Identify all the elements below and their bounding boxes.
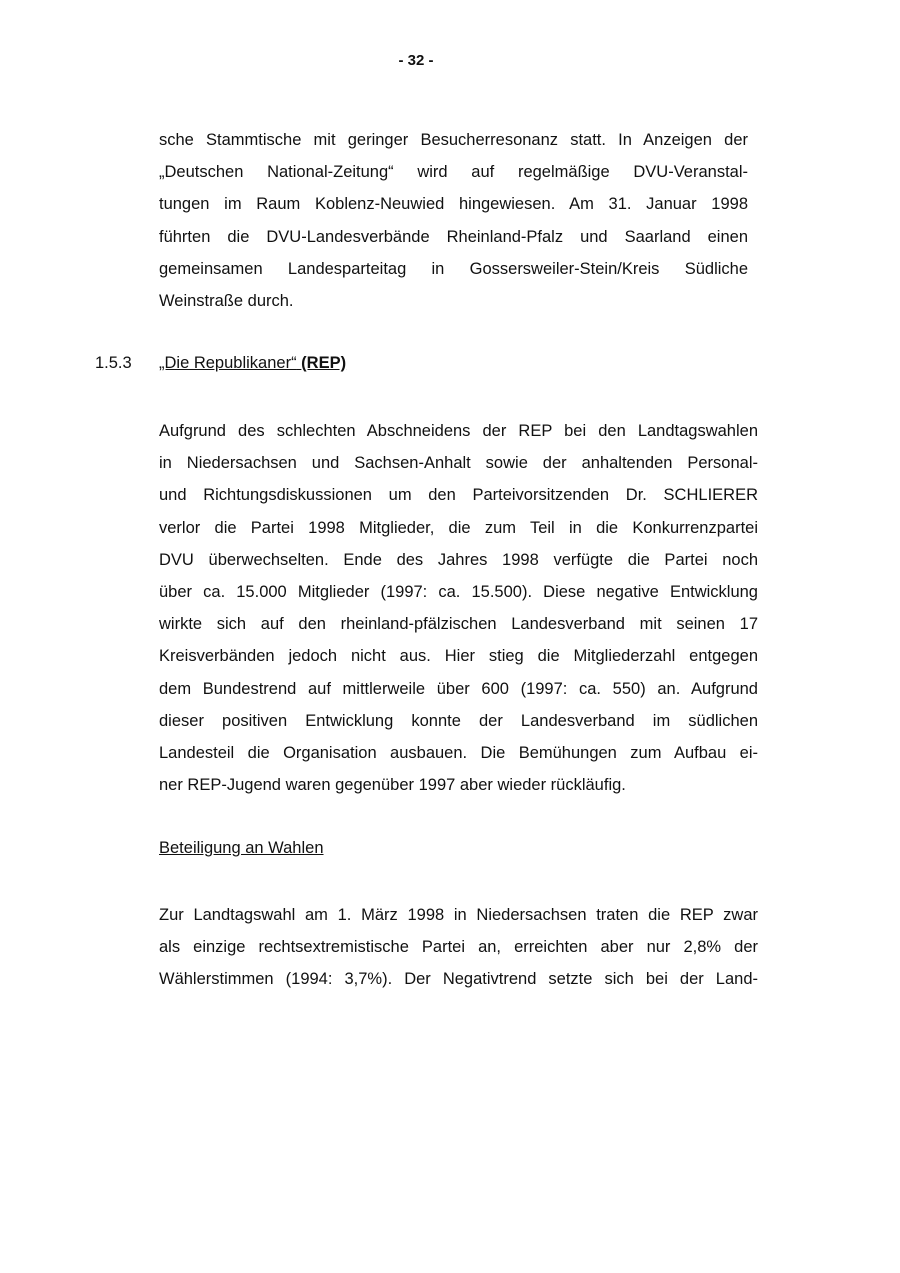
text-line: dem Bundestrend auf mittlerweile über 600 (1997: ca. 550) an. Aufgrund — [159, 679, 758, 698]
text-line: Landesteil die Organisation ausbauen. Die Bemühungen zum Aufbau ei- — [159, 744, 758, 763]
text-line: als einzige rechtsextremistische Partei an, erreichten aber nur 2,8% der — [159, 938, 758, 957]
paragraph-elections — [159, 899, 758, 996]
text-line: Wählerstimmen (1994: 3,7%). Der Negativtrend setzte sich bei der Land- — [159, 970, 758, 989]
text-line: und Richtungsdiskussionen um den Parteivorsitzenden Dr. SCHLIERER — [159, 486, 758, 505]
text-line: tungen im Raum Koblenz-Neuwied hingewiesen. Am 31. Januar 1998 — [159, 195, 748, 214]
text-line: ner REP-Jugend waren gegenüber 1997 aber wieder rückläufig. — [159, 776, 626, 795]
text-line: gemeinsamen Landesparteitag in Gossersweiler-Stein/Kreis Südliche — [159, 259, 748, 278]
text-line: dieser positiven Entwicklung konnte der Landesverband im südlichen — [159, 711, 758, 730]
text-line: Zur Landtagswahl am 1. März 1998 in Niedersachsen traten die REP zwar — [159, 906, 758, 924]
paragraph-rep — [159, 415, 758, 801]
section-number: 1.5.3 — [95, 354, 132, 372]
text-line: „Deutschen National-Zeitung“ wird auf regelmäßige DVU-Veranstal- — [159, 163, 748, 182]
text-line: Weinstraße durch. — [159, 292, 294, 311]
text-line: Kreisverbänden jedoch nicht aus. Hier stieg die Mitgliederzahl entgegen — [159, 647, 758, 666]
page-number: - 32 - — [398, 52, 434, 69]
text-line: sche Stammtische mit geringer Besucherresonanz statt. In Anzeigen der — [159, 131, 748, 149]
text-line: Aufgrund des schlechten Abschneidens der REP bei den Landtagswahlen — [159, 422, 758, 440]
section-abbreviation: (REP) — [301, 354, 347, 372]
section-heading — [159, 354, 346, 373]
text-line: DVU überwechselten. Ende des Jahres 1998 verfügte die Partei noch — [159, 550, 758, 569]
paragraph-intro — [159, 124, 748, 317]
text-line: wirkte sich auf den rheinland-pfälzischen Landesverband mit seinen 17 — [159, 615, 758, 634]
text-line: verlor die Partei 1998 Mitglieder, die zum Teil in die Konkurrenzpartei — [159, 518, 758, 537]
text-line: in Niedersachsen und Sachsen-Anhalt sowie der anhaltenden Personal- — [159, 454, 758, 473]
text-line: über ca. 15.000 Mitglieder (1997: ca. 15.500). Diese negative Entwicklung — [159, 583, 758, 602]
section-title: „Die Republikaner“ — [159, 354, 297, 372]
subheading-elections: Beteiligung an Wahlen — [159, 839, 324, 857]
text-line: führten die DVU-Landesverbände Rheinland-Pfalz und Saarland einen — [159, 227, 748, 246]
